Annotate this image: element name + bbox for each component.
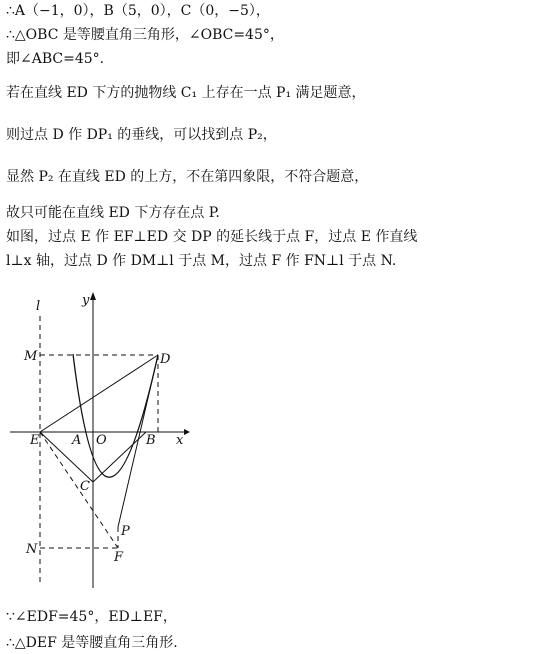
label-e: E: [30, 433, 40, 448]
label-f: F: [114, 550, 124, 565]
text-line-1: ∴A（−1，0），B（5，0），C（0，−5），: [6, 3, 270, 19]
label-l: l: [36, 299, 41, 314]
label-m: M: [24, 349, 38, 364]
text-line-3: 即∠ABC=45°.: [6, 51, 105, 67]
label-a: A: [72, 433, 82, 448]
text-line-10: ∵∠EDF=45°，ED⊥EF，: [6, 609, 177, 625]
label-n: N: [26, 542, 38, 557]
label-c: C: [80, 479, 90, 494]
label-d: D: [160, 352, 171, 367]
text-line-4: 若在直线 ED 下方的抛物线 C₁ 上存在一点 P₁ 满足题意，: [6, 85, 366, 101]
y-axis-arrow: [90, 292, 96, 300]
text-line-5: 则过点 D 作 DP₁ 的垂线，可以找到点 P₂，: [6, 127, 277, 143]
label-p: P: [121, 524, 130, 539]
label-o: O: [96, 433, 107, 448]
x-axis-arrow: [184, 429, 190, 435]
text-line-11: ∴△DEF 是等腰直角三角形.: [6, 635, 178, 651]
text-line-7: 故只可能在直线 ED 下方存在点 P.: [6, 205, 220, 221]
segment-ec: [40, 432, 93, 482]
label-b: B: [146, 433, 156, 448]
segment-ed: [40, 355, 158, 432]
label-y: y: [82, 293, 90, 308]
text-line-9: l⊥x 轴，过点 D 作 DM⊥l 于点 M，过点 F 作 FN⊥l 于点 N.: [6, 253, 397, 269]
text-line-8: 如图，过点 E 作 EF⊥ED 交 DP 的延长线于点 F，过点 E 作直线: [6, 229, 418, 245]
segment-ef: [40, 432, 118, 548]
text-line-2: ∴△OBC 是等腰直角三角形，∠OBC=45°，: [6, 27, 284, 43]
label-x: x: [176, 433, 184, 448]
geometry-figure: [0, 280, 230, 600]
parabola-curve: [73, 354, 158, 477]
text-line-6: 显然 P₂ 在直线 ED 的上方，不在第四象限，不符合题意，: [6, 169, 369, 185]
